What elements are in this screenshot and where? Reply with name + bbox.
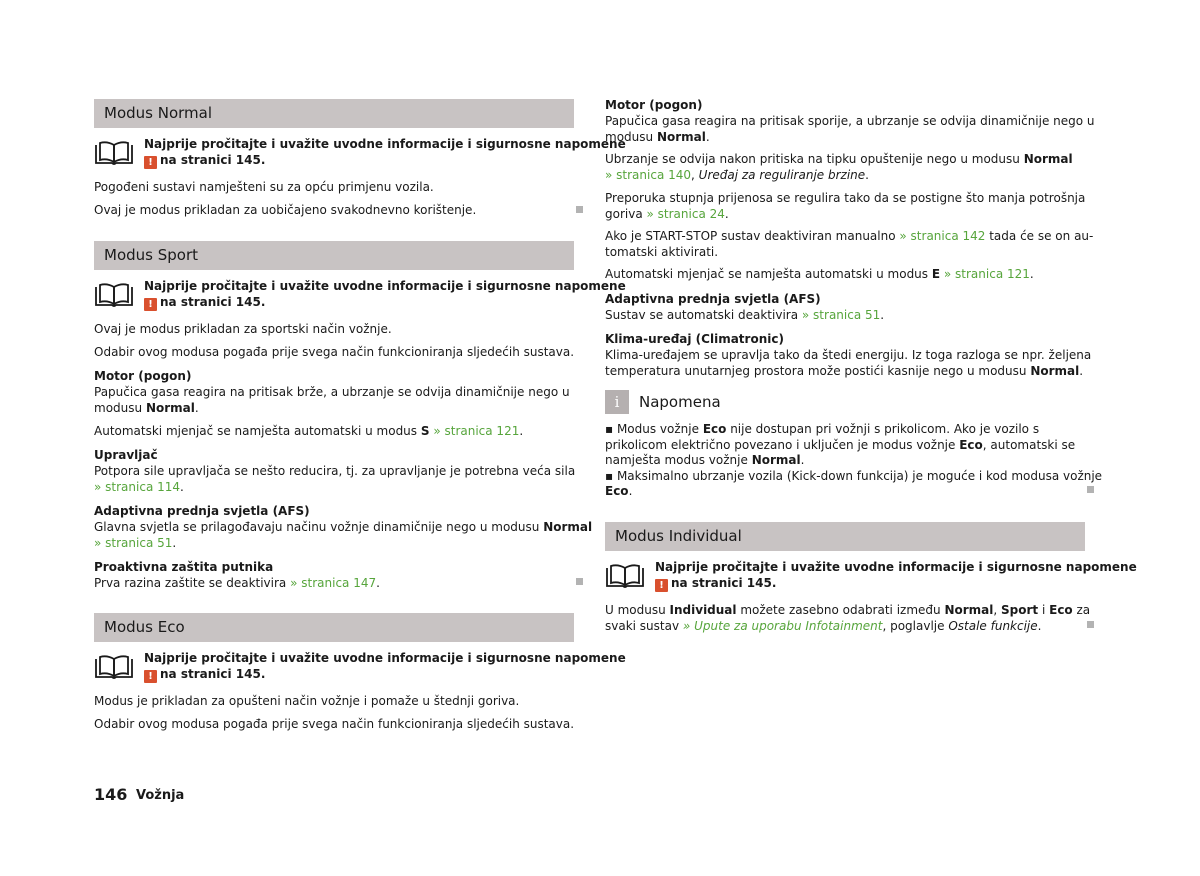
paragraph: modusu Normal. — [94, 401, 199, 415]
paragraph: svaki sustav » Upute za uporabu Infotainment, poglavlje Ostale funkcije. — [605, 619, 1042, 633]
paragraph: Odabir ovog modusa pogađa prije svega način funkcioniranja sljedećih sustava. — [94, 345, 575, 359]
notice-line: Najprije pročitajte i uvažite uvodne informacije i sigurnosne napomene — [144, 279, 626, 293]
info-icon: i — [605, 390, 629, 414]
safety-notice — [94, 136, 626, 170]
safety-notice — [94, 278, 626, 312]
section-header-eco — [94, 613, 574, 642]
paragraph: Ovaj je modus prikladan za uobičajeno svakodnevno korištenje. — [94, 203, 477, 217]
book-icon — [95, 283, 133, 307]
section-header-normal — [94, 99, 574, 128]
subheading-motor: Motor (pogon) — [605, 98, 703, 112]
chapter-title: Vožnja — [136, 788, 185, 803]
page-link[interactable]: » stranica 51 — [94, 536, 173, 550]
page-link[interactable]: » stranica 142 — [899, 229, 986, 243]
page-link[interactable]: » stranica 147 — [290, 576, 377, 590]
notice-line — [144, 294, 626, 311]
paragraph: Klima-uređajem se upravlja tako da štedi energiju. Iz toga razloga se npr. željena — [605, 348, 1092, 362]
page-number: 146 — [94, 785, 128, 804]
notice-text — [144, 278, 626, 311]
notice-page-ref[interactable]: na stranici 145. — [160, 153, 266, 167]
subheading-passenger-protection: Proaktivna zaštita putnika — [94, 560, 274, 574]
section-end-mark — [576, 578, 583, 585]
paragraph: Prva razina zaštite se deaktivira » stranica 147. — [94, 576, 380, 590]
paragraph: Automatski mjenjač se namješta automatski u modus S » stranica 121. — [94, 424, 524, 438]
note-bullet: Eco. — [605, 484, 633, 498]
section-title: Modus Normal — [104, 104, 213, 122]
warning-icon: ! — [655, 579, 668, 592]
paragraph: Potpora sile upravljača se nešto reducira, tj. za upravljanje je potrebna veća sila — [94, 464, 576, 478]
page-link[interactable]: » stranica 121 — [940, 267, 1030, 281]
paragraph: Papučica gasa reagira na pritisak sporije, a ubrzanje se odvija dinamičnije nego u — [605, 114, 1095, 128]
paragraph: Odabir ovog modusa pogađa prije svega način funkcioniranja sljedećih sustava. — [94, 717, 575, 731]
notice-text — [144, 136, 626, 169]
paragraph: Preporuka stupnja prijenosa se regulira tako da se postigne što manja potrošnja — [605, 191, 1086, 205]
paragraph: » stranica 51. — [94, 536, 177, 550]
notice-line: Najprije pročitajte i uvažite uvodne informacije i sigurnosne napomene — [655, 560, 1137, 574]
section-title: Modus Eco — [104, 618, 185, 636]
notice-page-ref[interactable]: na stranici 145. — [160, 295, 266, 309]
note-bullet: namješta modus vožnje Normal. — [605, 453, 805, 467]
page-link[interactable]: » stranica 121 — [429, 424, 520, 438]
section-end-mark — [576, 206, 583, 213]
paragraph: Pogođeni sustavi namješteni su za opću primjenu vozila. — [94, 180, 434, 194]
paragraph: tomatski aktivirati. — [605, 245, 719, 259]
note-bullet: ▪ Maksimalno ubrzanje vozila (Kick-down funkcija) je moguće i kod modusa vožnje — [605, 469, 1103, 483]
paragraph: » stranica 114. — [94, 480, 184, 494]
paragraph: modusu Normal. — [605, 130, 710, 144]
safety-notice — [94, 650, 626, 684]
page-link[interactable]: » stranica 24 — [646, 207, 725, 221]
notice-line: Najprije pročitajte i uvažite uvodne informacije i sigurnosne napomene — [144, 651, 626, 665]
paragraph: temperatura unutarnjeg prostora može postići kasnije nego u modusu Normal. — [605, 364, 1084, 378]
paragraph: » stranica 140, Uređaj za reguliranje brzine. — [605, 168, 869, 182]
section-end-mark — [1087, 621, 1094, 628]
page-link[interactable]: » stranica 114 — [94, 480, 181, 494]
subheading-motor: Motor (pogon) — [94, 369, 192, 383]
section-header-sport — [94, 241, 574, 270]
note-title: Napomena — [639, 393, 721, 411]
book-icon — [606, 564, 644, 588]
book-icon — [95, 655, 133, 679]
page-link[interactable]: » stranica 140 — [605, 168, 692, 182]
paragraph: Papučica gasa reagira na pritisak brže, a ubrzanje se odvija dinamičnije nego u — [94, 385, 570, 399]
subheading-afs: Adaptivna prednja svjetla (AFS) — [605, 292, 821, 306]
section-title: Modus Sport — [104, 246, 198, 264]
paragraph: Ovaj je modus prikladan za sportski način vožnje. — [94, 322, 392, 336]
notice-line — [144, 152, 626, 169]
note-bullet: prikolicom električno povezano i uključen je modus vožnje Eco, automatski se — [605, 438, 1076, 452]
subheading-steering: Upravljač — [94, 448, 158, 462]
paragraph: Modus je prikladan za opušteni način vožnje i pomaže u štednji goriva. — [94, 694, 520, 708]
notice-line — [144, 666, 626, 683]
notice-text — [655, 559, 1137, 592]
paragraph: Ubrzanje se odvija nakon pritiska na tipku opuštenije nego u modusu Normal — [605, 152, 1073, 166]
notice-page-ref[interactable]: na stranici 145. — [671, 576, 777, 590]
paragraph: Glavna svjetla se prilagođavaju načinu vožnje dinamičnije nego u modusu Normal — [94, 520, 593, 534]
warning-icon: ! — [144, 298, 157, 311]
notice-line — [655, 575, 1137, 592]
note-bullet: ▪ Modus vožnje Eco nije dostupan pri vožnji s prikolicom. Ako je vozilo s — [605, 422, 1040, 436]
subheading-afs: Adaptivna prednja svjetla (AFS) — [94, 504, 310, 518]
section-header-individual — [605, 522, 1085, 551]
paragraph: U modusu Individual možete zasebno odabrati između Normal, Sport i Eco za — [605, 603, 1091, 617]
subheading-climatronic: Klima-uređaj (Climatronic) — [605, 332, 784, 346]
warning-icon: ! — [144, 156, 157, 169]
notice-page-ref[interactable]: na stranici 145. — [160, 667, 266, 681]
page-link[interactable]: » stranica 51 — [801, 308, 881, 322]
paragraph: Sustav se automatski deaktivira » stranica 51. — [605, 308, 885, 322]
paragraph: Ako je START-STOP sustav deaktiviran manualno » stranica 142 tada će se on au- — [605, 229, 1094, 243]
section-title: Modus Individual — [615, 527, 742, 545]
paragraph: goriva » stranica 24. — [605, 207, 729, 221]
safety-notice — [605, 559, 1137, 593]
warning-icon: ! — [144, 670, 157, 683]
notice-text — [144, 650, 626, 683]
paragraph: Automatski mjenjač se namješta automatski u modus E » stranica 121. — [605, 267, 1034, 281]
book-icon — [95, 141, 133, 165]
manual-link[interactable]: » Upute za uporabu Infotainment — [682, 619, 883, 633]
section-end-mark — [1087, 486, 1094, 493]
notice-line: Najprije pročitajte i uvažite uvodne informacije i sigurnosne napomene — [144, 137, 626, 151]
